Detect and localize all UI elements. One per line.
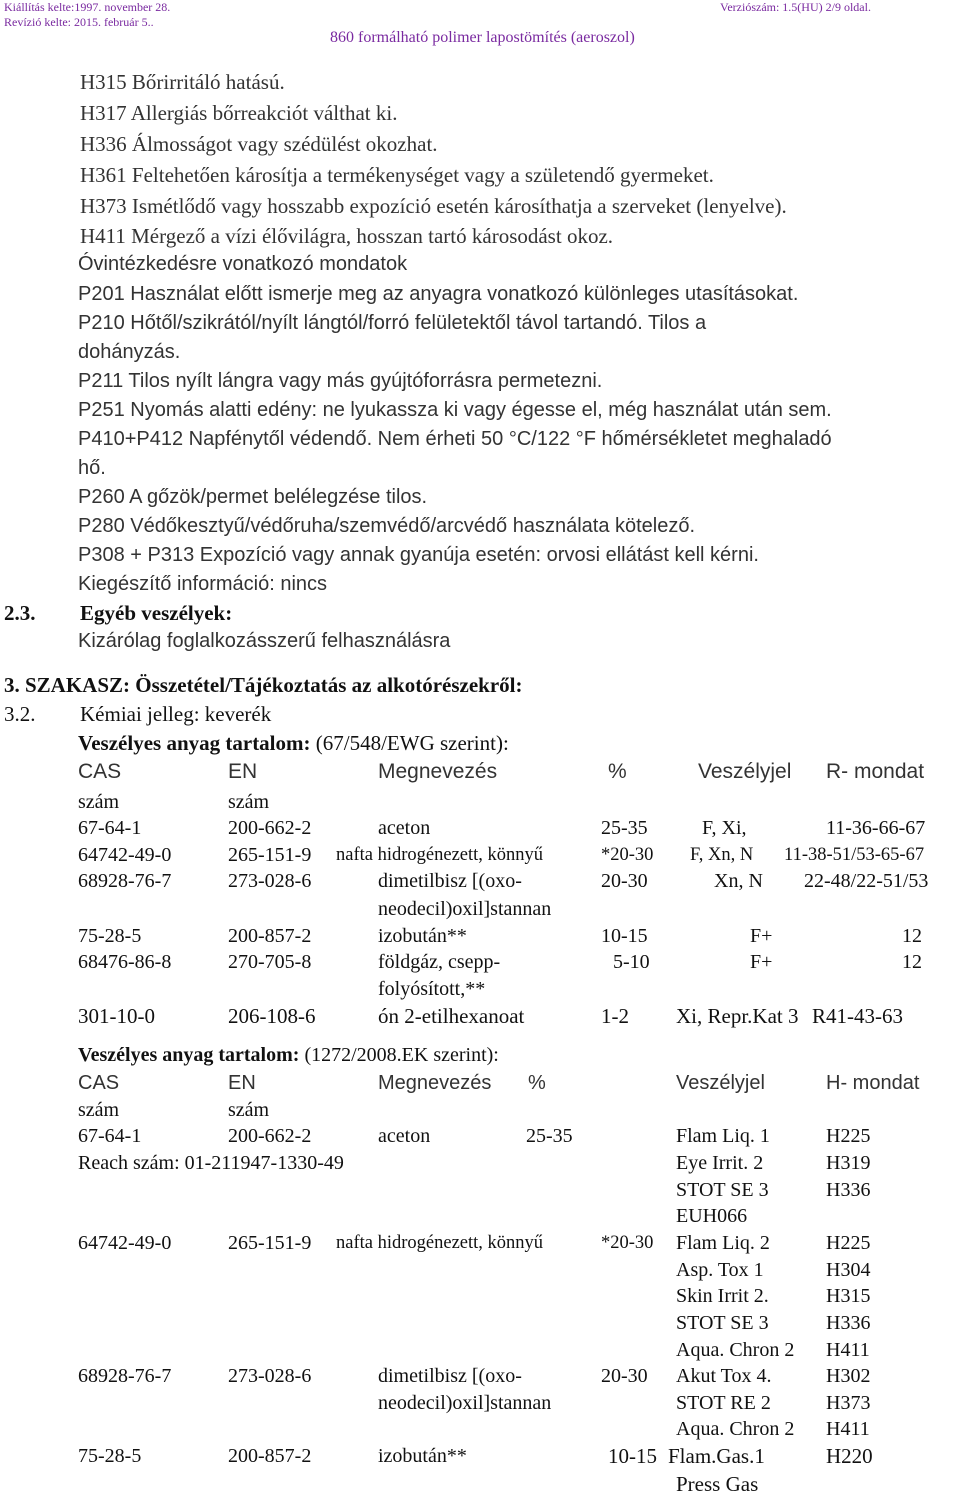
- table-title: [78, 1044, 499, 1067]
- table-cell: H336: [826, 1312, 871, 1334]
- column-header: EN: [228, 760, 258, 783]
- column-header: szám: [228, 791, 270, 813]
- table-cell: 25-35: [601, 817, 648, 839]
- column-header: Veszélyjel: [676, 1072, 765, 1094]
- table-cell: Flam.Gas.1: [668, 1444, 765, 1468]
- column-header: CAS: [78, 1072, 120, 1094]
- table-cell: 265-151-9: [228, 844, 312, 866]
- column-header: Veszélyjel: [698, 760, 792, 783]
- table-title-bold: Veszélyes anyag tartalom:: [78, 731, 311, 755]
- p-statement: hő.: [78, 457, 106, 479]
- table-cell: EUH066: [676, 1205, 748, 1227]
- extra-info: Kiegészítő információ: nincs: [78, 573, 328, 595]
- p-statement: P260 A gőzök/permet belélegzése tilos.: [78, 486, 428, 508]
- table-cell: 200-857-2: [228, 925, 312, 947]
- table-cell: Skin Irrit 2.: [676, 1285, 769, 1307]
- h-statement: H315 Bőrirritáló hatású.: [80, 70, 285, 94]
- section-number: 3.2.: [4, 702, 36, 726]
- table-title-rest: (1272/2008.EK szerint):: [299, 1044, 499, 1066]
- table-cell: 22-48/22-51/53: [804, 870, 929, 892]
- h-statement: H336 Álmosságot vagy szédülést okozhat.: [80, 132, 438, 156]
- table-cell: 206-108-6: [228, 1004, 316, 1028]
- table-cell: Reach szám: 01-211947-1330-49: [78, 1152, 344, 1174]
- table-cell: nafta hidrogénezett, könnyű: [336, 1233, 544, 1253]
- table-cell: H336: [826, 1179, 871, 1201]
- p-statement: dohányzás.: [78, 341, 181, 363]
- table-cell: Asp. Tox 1: [676, 1259, 764, 1281]
- table-cell: 67-64-1: [78, 817, 142, 839]
- table-cell: F+: [750, 951, 773, 973]
- table-cell: H304: [826, 1259, 871, 1281]
- table-cell: H411: [826, 1418, 870, 1440]
- table-cell: dimetilbisz [(oxo-: [378, 1365, 522, 1387]
- table-cell: 20-30: [601, 870, 648, 892]
- document-title: 860 formálható polimer lapostömítés (aeroszol): [330, 29, 635, 46]
- table-cell: H315: [826, 1285, 871, 1307]
- p-statement: P210 Hőtől/szikrától/nyílt lángtól/forró felületektől távol tartandó. Tilos a: [78, 312, 707, 334]
- table-cell: Press Gas: [676, 1472, 759, 1496]
- table-cell: folyósított,**: [378, 978, 486, 1000]
- table-cell: 68928-76-7: [78, 870, 172, 892]
- table-cell: 64742-49-0: [78, 1232, 172, 1254]
- table-cell: 67-64-1: [78, 1125, 142, 1147]
- table-cell: H319: [826, 1152, 871, 1174]
- issue-date: Kiállítás kelte:1997. november 28.: [4, 0, 171, 14]
- column-header: EN: [228, 1072, 256, 1094]
- table-cell: 200-662-2: [228, 817, 312, 839]
- revision-date: Revízió kelte: 2015. február 5..: [4, 15, 154, 29]
- table-cell: izobután**: [378, 1445, 467, 1467]
- table-cell: Aqua. Chron 2: [676, 1339, 795, 1361]
- h-statement: H373 Ismétlődő vagy hosszabb expozíció esetén károsíthatja a szerveket (lenyelve).: [80, 194, 787, 218]
- table-cell: 270-705-8: [228, 951, 312, 973]
- table-cell: H220: [826, 1444, 873, 1468]
- table-cell: F+: [750, 925, 773, 947]
- table-cell: nafta hidrogénezett, könnyű: [336, 845, 544, 865]
- section-title: Egyéb veszélyek:: [80, 601, 233, 625]
- table-cell: 273-028-6: [228, 870, 312, 892]
- section-number: 2.3.: [4, 601, 36, 625]
- column-header: CAS: [78, 760, 122, 783]
- h-statement: H317 Allergiás bőrreakciót válthat ki.: [80, 101, 398, 125]
- table-cell: 11-38-51/53-65-67: [784, 845, 925, 865]
- table-title-bold: Veszélyes anyag tartalom:: [78, 1044, 300, 1066]
- table-cell: H302: [826, 1365, 871, 1387]
- table-cell: dimetilbisz [(oxo-: [378, 870, 522, 892]
- table-cell: H373: [826, 1392, 871, 1414]
- table-cell: 64742-49-0: [78, 844, 172, 866]
- table-cell: 301-10-0: [78, 1004, 155, 1028]
- column-header: szám: [78, 1099, 120, 1121]
- table-cell: Flam Liq. 2: [676, 1232, 770, 1254]
- table-cell: 12: [902, 925, 922, 947]
- table-cell: F, Xn, N: [690, 845, 754, 865]
- table-cell: H411: [826, 1339, 870, 1361]
- precaution-heading: Óvintézkedésre vonatkozó mondatok: [78, 253, 408, 275]
- version-page: Verziószám: 1.5(HU) 2/9 oldal.: [720, 0, 871, 14]
- table-cell: neodecil)oxil]stannan: [378, 1392, 552, 1414]
- table-cell: 11-36-66-67: [826, 817, 926, 839]
- table-cell: R41-43-63: [812, 1004, 903, 1028]
- table-cell: 265-151-9: [228, 1232, 312, 1254]
- table-cell: Aqua. Chron 2: [676, 1418, 795, 1440]
- section-heading: 3. SZAKASZ: Összetétel/Tájékoztatás az alkotórészekről:: [4, 673, 523, 697]
- column-header: Megnevezés: [378, 760, 498, 783]
- table-cell: 10-15: [608, 1444, 657, 1468]
- table-cell: Xi, Repr.Kat 3: [676, 1004, 799, 1028]
- h-statement: H411 Mérgező a vízi élővilágra, hosszan tartó károsodást okoz.: [80, 224, 614, 248]
- table-cell: Eye Irrit. 2: [676, 1152, 764, 1174]
- table-cell: ón 2-etilhexanoat: [378, 1004, 525, 1028]
- table-cell: Flam Liq. 1: [676, 1125, 770, 1147]
- table-cell: izobután**: [378, 925, 467, 947]
- p-statement: P308 + P313 Expozíció vagy annak gyanúja esetén: orvosi ellátást kell kérni.: [78, 544, 759, 566]
- p-statement: P280 Védőkesztyű/védőruha/szemvédő/arcvédő használata kötelező.: [78, 515, 696, 537]
- p-statement: P410+P412 Napfénytől védendő. Nem érheti 50 °C/122 °F hőmérsékletet meghaladó: [78, 428, 832, 450]
- table-cell: *20-30: [601, 845, 654, 865]
- section-text: Kémiai jelleg: keverék: [80, 702, 272, 726]
- table-cell: 20-30: [601, 1365, 648, 1387]
- table-cell: 75-28-5: [78, 925, 142, 947]
- h-statement: H361 Feltehetően károsítja a termékenységet vagy a születendő gyermeket.: [80, 163, 714, 187]
- p-statement: P201 Használat előtt ismerje meg az anyagra vonatkozó különleges utasításokat.: [78, 283, 799, 305]
- column-header: Megnevezés: [378, 1072, 492, 1094]
- table-cell: földgáz, csepp-: [378, 951, 501, 973]
- table-cell: 273-028-6: [228, 1365, 312, 1387]
- table-cell: 12: [902, 951, 922, 973]
- table-title: [78, 731, 509, 756]
- column-header: %: [608, 760, 627, 783]
- column-header: %: [528, 1072, 546, 1094]
- table-cell: 10-15: [601, 925, 648, 947]
- table-cell: STOT SE 3: [676, 1312, 769, 1334]
- table-cell: H225: [826, 1232, 871, 1254]
- p-statement: P211 Tilos nyílt lángra vagy más gyújtóforrásra permetezni.: [78, 370, 603, 392]
- table-title-rest: (67/548/EWG szerint):: [310, 731, 509, 755]
- table-cell: 25-35: [526, 1125, 573, 1147]
- table-cell: neodecil)oxil]stannan: [378, 898, 552, 920]
- table-cell: 200-857-2: [228, 1445, 312, 1467]
- table-cell: aceton: [378, 817, 431, 839]
- column-header: H- mondat: [826, 1072, 920, 1094]
- column-header: R- mondat: [826, 760, 925, 783]
- table-cell: *20-30: [601, 1233, 654, 1253]
- table-cell: STOT SE 3: [676, 1179, 769, 1201]
- table-cell: 200-662-2: [228, 1125, 312, 1147]
- table-cell: STOT RE 2: [676, 1392, 771, 1414]
- column-header: szám: [78, 791, 120, 813]
- table-cell: Akut Tox 4.: [676, 1365, 772, 1387]
- table-cell: aceton: [378, 1125, 431, 1147]
- table-cell: 5-10: [613, 951, 650, 973]
- table-cell: F, Xi,: [702, 817, 747, 839]
- table-cell: H225: [826, 1125, 871, 1147]
- p-statement: P251 Nyomás alatti edény: ne lyukassza ki vagy égesse el, még használat után sem.: [78, 399, 832, 421]
- table-cell: 68928-76-7: [78, 1365, 172, 1387]
- column-header: szám: [228, 1099, 270, 1121]
- section-text: Kizárólag foglalkozásszerű felhasználásra: [78, 630, 451, 652]
- table-cell: 1-2: [601, 1004, 629, 1028]
- table-cell: 75-28-5: [78, 1445, 142, 1467]
- table-cell: 68476-86-8: [78, 951, 172, 973]
- table-cell: Xn, N: [714, 870, 763, 892]
